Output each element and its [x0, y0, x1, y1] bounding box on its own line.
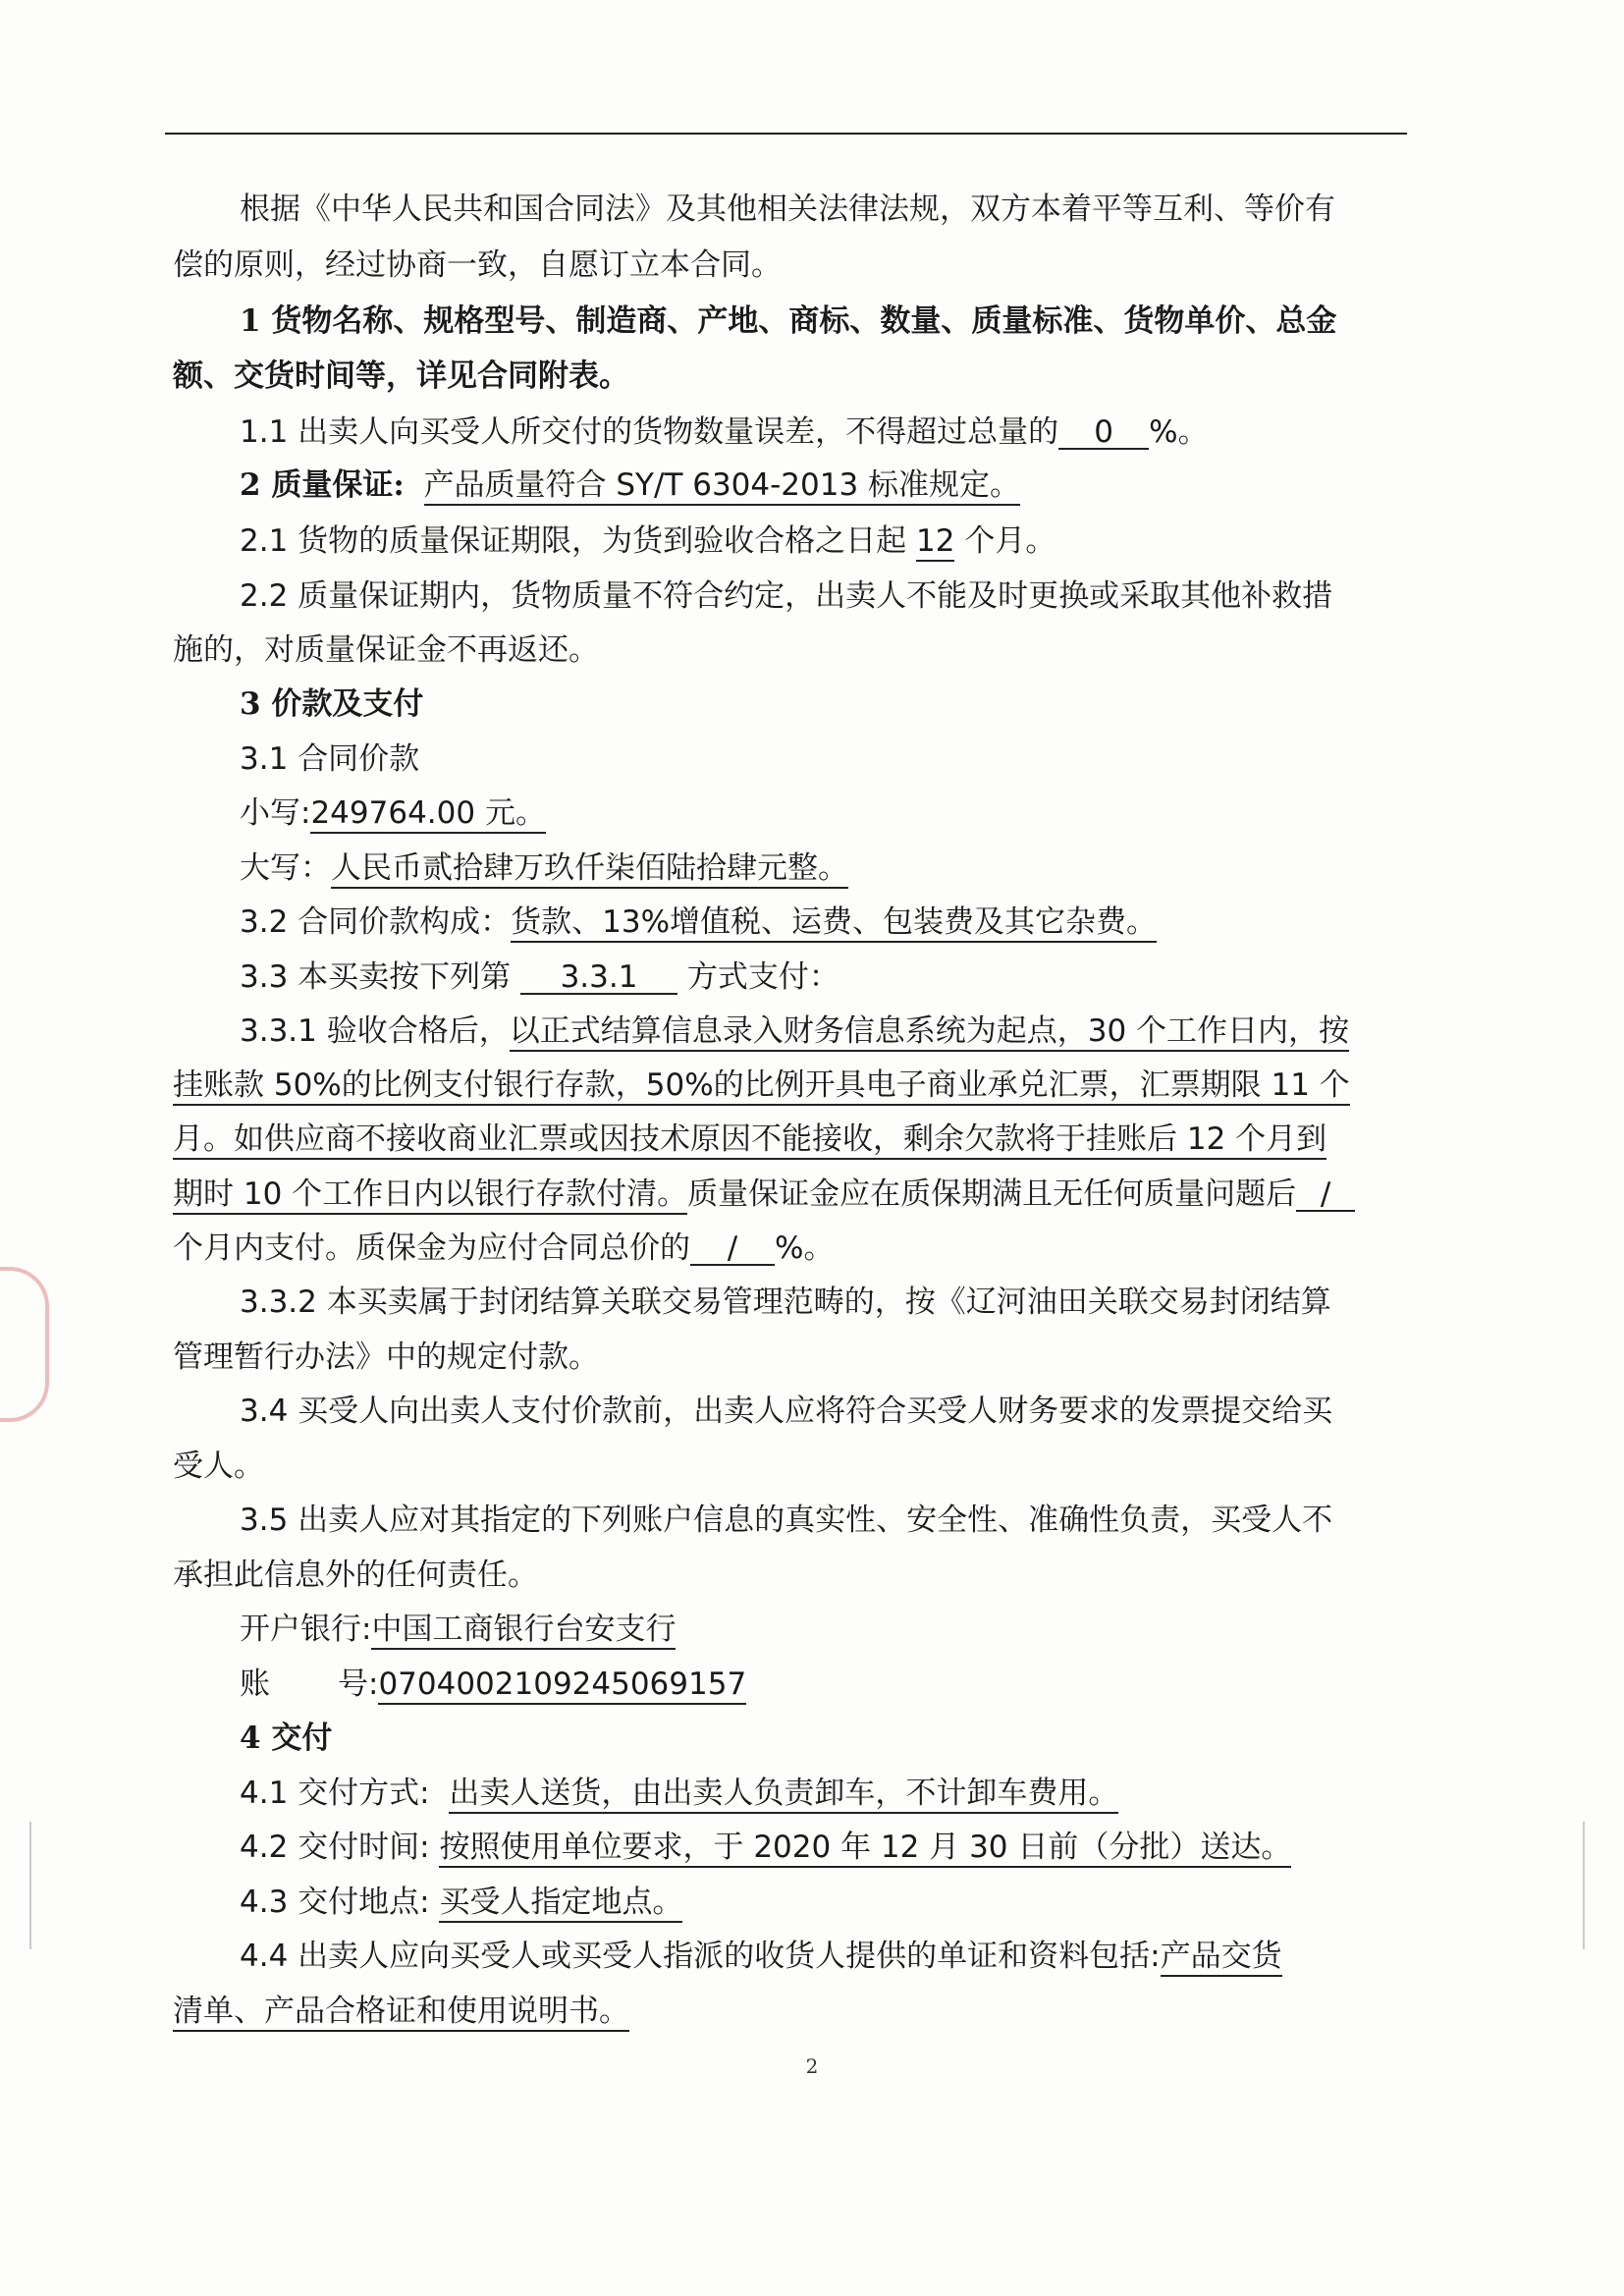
clause-4-3-label: 4.3 交付地点: [240, 1885, 430, 1920]
delivery-method-value: 出卖人送货，由出卖人负责卸车，不计卸车费用。 [449, 1776, 1118, 1814]
clause-4-4-line-2 [173, 1992, 1410, 2031]
clause-4-2 [240, 1828, 1408, 1867]
warranty-payment-months-value: / [1296, 1175, 1355, 1212]
price-uppercase-value: 人民币贰拾肆万玖仟柒佰陆拾肆元整。 [331, 850, 848, 889]
clause-4-4-text: 4.4 出卖人应向买受人或买受人指派的收货人提供的单证和资料包括: [240, 1939, 1161, 1974]
clause-3-3-1-text: 3.3.1 验收合格后， [240, 1013, 510, 1049]
price-uppercase-label: 大写： [240, 850, 331, 886]
intro-line-1: 根据《中华人民共和国合同法》及其他相关法律法规，双方本着平等互利、等价有 [240, 191, 1335, 227]
clause-1-1 [240, 412, 1408, 452]
documents-value-cont: 清单、产品合格证和使用说明书。 [173, 1994, 629, 2032]
clause-3-3-suffix: 方式支付： [686, 959, 839, 995]
clause-4-1-label: 4.1 交付方式: [240, 1776, 430, 1811]
clause-3-3-1-underlined: 以正式结算信息录入财务信息系统为起点，30 个工作日内，按 [510, 1013, 1349, 1052]
clause-3-4-line-2: 受人。 [173, 1449, 264, 1484]
clause-4-4-line-1 [240, 1937, 1408, 1976]
clause-4-3 [240, 1883, 1408, 1922]
clause-3-3-1-suffix: %。 [775, 1230, 835, 1266]
section-1-line-1: 1 货物名称、规格型号、制造商、产地、商标、数量、质量标准、货物单价、总金 [240, 303, 1337, 339]
clause-3-3-1-tail: 质量保证金应在质保期满且无任何质量问题后 [687, 1176, 1297, 1212]
warranty-percent-value: / [690, 1229, 775, 1266]
bank-row [240, 1610, 1408, 1649]
warranty-months-value: 12 [916, 523, 954, 562]
clause-3-3-1-line-5 [173, 1229, 1410, 1268]
account-value: 0704002109245069157 [378, 1667, 746, 1705]
section-3-title: 3 价款及支付 [240, 686, 424, 722]
clause-3-3-1-line-1 [240, 1011, 1408, 1051]
clause-3-3-2-line-1: 3.3.2 本买卖属于封闭结算关联交易管理范畴的，按《辽河油田关联交易封闭结算 [240, 1285, 1331, 1320]
delivery-time-value: 按照使用单位要求，于 2020 年 12 月 30 日前（分批）送达。 [439, 1830, 1291, 1868]
clause-1-1-text: 1.1 出卖人向买受人所交付的货物数量误差，不得超过总量的 [240, 414, 1059, 450]
clause-3-3 [240, 957, 1408, 997]
clause-4-2-label: 4.2 交付时间: [240, 1830, 430, 1865]
price-lowercase-label: 小写: [240, 795, 311, 831]
header-rule [165, 133, 1407, 135]
documents-value: 产品交货 [1161, 1939, 1282, 1977]
clause-3-2 [240, 902, 1408, 942]
payment-method-value: 3.3.1 [520, 957, 677, 995]
account-row [240, 1665, 1408, 1704]
price-composition-value: 货款、13%增值税、运费、包装费及其它杂费。 [511, 904, 1157, 943]
clause-3-4-line-1: 3.4 买受人向出卖人支付价款前，出卖人应将符合买受人财务要求的发票提交给买 [240, 1394, 1333, 1429]
clause-2-2-line-1: 2.2 质量保证期内，货物质量不符合约定，出卖人不能及时更换或采取其他补救措 [240, 578, 1333, 614]
scan-artifact [29, 1822, 31, 1949]
clause-4-1 [240, 1774, 1408, 1813]
section-4-title: 4 交付 [240, 1721, 333, 1756]
clause-3-3-2-line-2: 管理暂行办法》中的规定付款。 [173, 1339, 599, 1375]
quality-standard-value: 产品质量符合 SY/T 6304-2013 标准规定。 [424, 467, 1021, 506]
page-number: 2 [805, 2054, 819, 2078]
section-1-line-2: 额、交货时间等，详见合同附表。 [173, 358, 629, 394]
clause-3-3-1-text: 个月内支付。质保金为应付合同总价的 [173, 1230, 690, 1266]
clause-3-2-label: 3.2 合同价款构成： [240, 904, 512, 940]
clause-2-1-suffix: 个月。 [964, 523, 1056, 559]
clause-3-3-1-underlined: 挂账款 50%的比例支付银行存款，50%的比例开具电子商业承兑汇票，汇票期限 11 个 [173, 1067, 1350, 1106]
price-uppercase [240, 848, 1408, 888]
clause-2-1 [240, 521, 1408, 561]
price-lowercase [240, 793, 1408, 833]
intro-line-2: 偿的原则，经过协商一致，自愿订立本合同。 [173, 247, 782, 283]
scan-artifact [1583, 1822, 1585, 1949]
price-lowercase-value: 249764.00 元。 [310, 795, 546, 834]
section-2-head [240, 465, 1408, 505]
clause-3-5-line-2: 承担此信息外的任何责任。 [173, 1558, 538, 1593]
clause-3-3-1-line-3 [173, 1120, 1410, 1159]
clause-3-5-line-1: 3.5 出卖人应对其指定的下列账户信息的真实性、安全性、准确性负责，买受人不 [240, 1503, 1333, 1538]
clause-1-1-suffix: %。 [1149, 414, 1209, 450]
clause-3-3-1-line-4 [173, 1175, 1410, 1214]
clause-2-1-text: 2.1 货物的质量保证期限，为货到验收合格之日起 [240, 523, 907, 559]
clause-3-3-text: 3.3 本买卖按下列第 [240, 959, 512, 995]
seal-stamp-edge [0, 1267, 49, 1422]
account-label: 账 号: [240, 1667, 379, 1702]
clause-3-3-1-underlined: 月。如供应商不接收商业汇票或因技术原因不能接收，剩余欠款将于挂账后 12 个月到 [173, 1121, 1326, 1160]
clause-3-1: 3.1 合同价款 [240, 741, 420, 777]
clause-3-3-1-line-2 [173, 1066, 1410, 1105]
section-2-title: 2 质量保证: [240, 467, 405, 503]
clause-3-3-1-underlined: 期时 10 个工作日内以银行存款付清。 [173, 1176, 687, 1215]
bank-label: 开户银行: [240, 1612, 372, 1647]
clause-2-2-line-2: 施的，对质量保证金不再返还。 [173, 632, 599, 668]
delivery-place-value: 买受人指定地点。 [439, 1885, 682, 1923]
bank-value: 中国工商银行台安支行 [371, 1612, 676, 1650]
quantity-tolerance-value: 0 [1058, 412, 1149, 450]
